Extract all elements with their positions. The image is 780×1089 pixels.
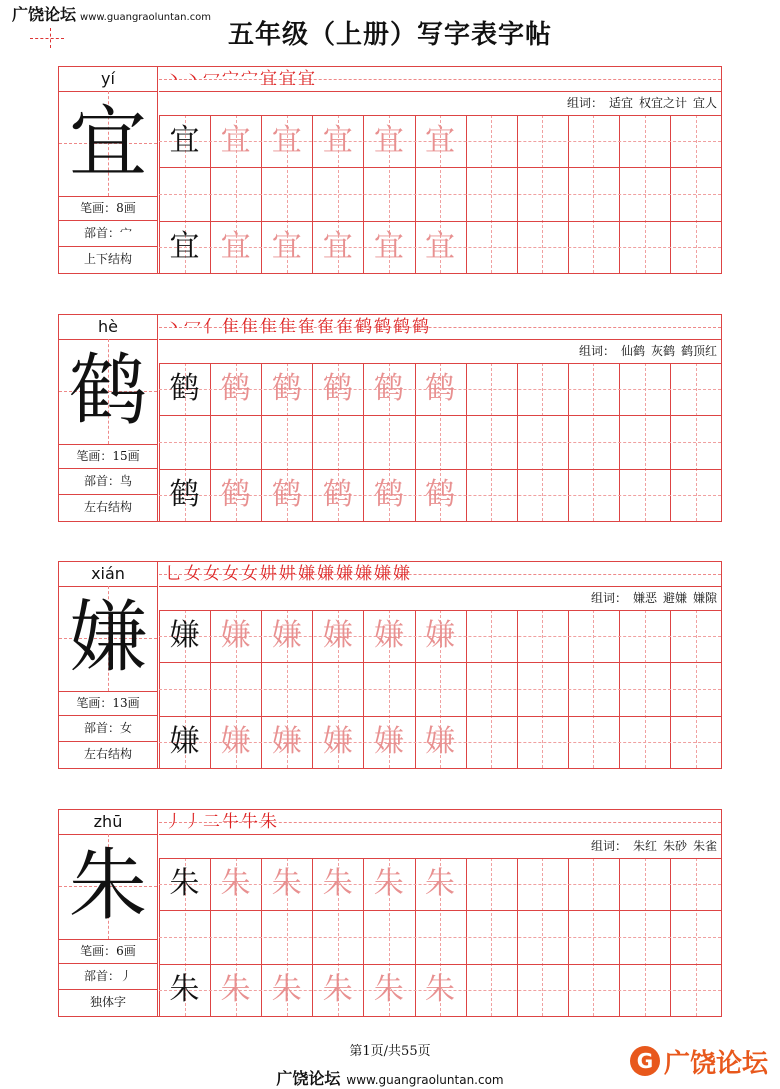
stroke-step: 丶 [184, 69, 201, 89]
stroke-step: 女 [241, 564, 258, 584]
stroke-step: 乚 [165, 564, 182, 584]
stroke-step: 隺 [336, 317, 353, 337]
site-logo [630, 1040, 768, 1082]
trace-character: 嫌 [322, 724, 353, 759]
trace-character: 朱 [322, 866, 353, 901]
model-character: 鹤 [169, 477, 200, 512]
trace-character: 鹤 [322, 477, 353, 512]
structure: 独体字 [89, 995, 126, 1009]
stroke-step: 女 [222, 564, 239, 584]
character-info-column [59, 810, 158, 1016]
page-title: 五年级（上册）写字表字帖 [227, 20, 552, 50]
word-example: 宜人 [692, 96, 717, 110]
word-examples [591, 834, 717, 858]
stroke-step: 隹 [279, 317, 296, 337]
stroke-order-row [159, 315, 721, 340]
stroke-step: 丶 [165, 69, 182, 89]
stroke-step: 鹤 [355, 317, 372, 337]
trace-character: 嫌 [271, 618, 302, 653]
trace-character: 朱 [220, 972, 251, 1007]
pinyin: xián [59, 562, 157, 587]
model-character: 宜 [169, 123, 200, 158]
model-character: 朱 [169, 866, 200, 901]
trace-character: 嫌 [373, 618, 404, 653]
trace-character: 宜 [425, 123, 455, 158]
character-info-column [59, 67, 158, 273]
word-example: 朱红 [632, 839, 657, 853]
brand-url[interactable]: www.guangraoluntan.com [80, 12, 212, 23]
stroke-step: 冖 [203, 69, 220, 89]
stroke-count: 笔画：8画 [59, 196, 157, 221]
words-label: 组词： [590, 839, 627, 853]
stroke-count: 笔画：6画 [59, 939, 157, 964]
word-example: 灰鹤 [650, 344, 675, 358]
stroke-step: 隹 [222, 317, 239, 337]
stroke-step: 二 [203, 812, 220, 832]
word-example: 嫌恶 [632, 591, 657, 605]
word-example: 嫌隙 [692, 591, 717, 605]
stroke-step: 隺 [317, 317, 334, 337]
model-character: 朱 [169, 972, 200, 1007]
character-info-column [59, 562, 158, 768]
stroke-step: 丿 [184, 812, 201, 832]
word-examples [567, 91, 717, 115]
stroke-count: 笔画：15画 [59, 444, 157, 469]
words-label: 组词： [590, 591, 627, 605]
stroke-step: 嫌 [317, 564, 334, 584]
word-example: 避嫌 [662, 591, 687, 605]
character-card [58, 809, 722, 1017]
trace-character: 鹤 [373, 371, 404, 406]
stroke-step: 女 [184, 564, 201, 584]
footer-brand-name: 广饶论坛 [276, 1069, 341, 1088]
structure: 上下结构 [83, 252, 132, 266]
word-example: 鹤顶红 [680, 344, 717, 358]
stroke-step: 宜 [260, 69, 277, 89]
practice-grid [159, 115, 721, 273]
model-character: 宜 [169, 229, 200, 264]
stroke-step: 鹤 [412, 317, 429, 337]
structure: 左右结构 [83, 500, 132, 514]
trace-character: 朱 [271, 866, 302, 901]
radical: 部首：女 [59, 715, 157, 742]
stroke-step: 宜 [298, 69, 315, 89]
radical: 部首：丿 [59, 963, 157, 990]
radical: 部首：鸟 [59, 468, 157, 495]
stroke-sequence [165, 810, 279, 834]
trace-character: 宜 [373, 123, 404, 158]
stroke-step: 隺 [298, 317, 315, 337]
trace-character: 鹤 [220, 477, 251, 512]
trace-character: 宜 [271, 229, 302, 264]
pinyin: hè [59, 315, 157, 340]
word-example: 仙鹤 [620, 344, 645, 358]
word-example: 适宜 [608, 96, 633, 110]
stroke-step: 嫌 [355, 564, 372, 584]
words-label: 组词： [566, 96, 603, 110]
stroke-sequence [165, 562, 412, 586]
trace-character: 嫌 [322, 618, 353, 653]
practice-grid [159, 363, 721, 521]
stroke-step: 隹 [260, 317, 277, 337]
character-card [58, 66, 722, 274]
stroke-step: 妌 [279, 564, 296, 584]
stroke-step: 朱 [260, 812, 277, 832]
character-display [59, 586, 157, 692]
trace-character: 宜 [322, 123, 353, 158]
trace-character: 嫌 [425, 618, 455, 653]
trace-character: 宜 [425, 229, 455, 264]
trace-character: 嫌 [425, 724, 455, 759]
stroke-step: 丶 [165, 317, 182, 337]
word-examples [591, 586, 717, 610]
character-display [59, 91, 157, 197]
big-character: 鹤 [68, 346, 147, 436]
radical: 部首：宀 [59, 220, 157, 247]
trace-character: 嫌 [220, 724, 251, 759]
practice-grid [159, 610, 721, 768]
pinyin: yí [59, 67, 157, 92]
practice-grid [159, 858, 721, 1016]
trace-character: 宜 [220, 229, 251, 264]
footer-url[interactable]: www.guangraoluntan.com [346, 1073, 504, 1087]
model-character: 嫌 [169, 724, 200, 759]
trace-character: 鹤 [220, 371, 251, 406]
trace-character: 宜 [220, 123, 251, 158]
character-display [59, 339, 157, 445]
trace-character: 宜 [322, 229, 353, 264]
trace-character: 鹤 [425, 371, 455, 406]
trace-character: 鹤 [425, 477, 455, 512]
trace-character: 鹤 [373, 477, 404, 512]
stroke-step: 嫌 [393, 564, 410, 584]
stroke-order-row [159, 810, 721, 835]
stroke-step: 宀 [241, 69, 258, 89]
stroke-step: 鹤 [374, 317, 391, 337]
stroke-step: 嫌 [298, 564, 315, 584]
brand-name: 广饶论坛 [12, 5, 77, 24]
big-character: 朱 [68, 841, 147, 931]
model-character: 嫌 [169, 618, 200, 653]
word-examples [579, 339, 717, 363]
stroke-step: 隹 [241, 317, 258, 337]
big-character: 宜 [68, 98, 147, 188]
stroke-step: 牛 [241, 812, 258, 832]
character-display [59, 834, 157, 940]
stroke-sequence [165, 67, 317, 91]
big-character: 嫌 [68, 593, 147, 683]
word-example: 朱砂 [662, 839, 687, 853]
trace-character: 朱 [373, 972, 404, 1007]
trace-character: 朱 [322, 972, 353, 1007]
stroke-step: 女 [203, 564, 220, 584]
structure: 左右结构 [83, 747, 132, 761]
logo-icon: G [630, 1046, 660, 1076]
trace-character: 嫌 [373, 724, 404, 759]
words-label: 组词： [578, 344, 615, 358]
word-example: 权宜之计 [638, 96, 687, 110]
trace-character: 嫌 [220, 618, 251, 653]
character-card [58, 561, 722, 769]
stroke-order-row [159, 562, 721, 587]
stroke-step: 亻 [203, 317, 220, 337]
stroke-count: 笔画：13画 [59, 691, 157, 716]
stroke-step: 宜 [279, 69, 296, 89]
trace-character: 朱 [425, 866, 455, 901]
trace-character: 鹤 [271, 477, 302, 512]
character-card [58, 314, 722, 522]
trace-character: 宜 [373, 229, 404, 264]
stroke-step: 鹤 [393, 317, 410, 337]
trace-character: 嫌 [271, 724, 302, 759]
pinyin: zhū [59, 810, 157, 835]
stroke-order-row [159, 67, 721, 92]
trace-character: 朱 [373, 866, 404, 901]
model-character: 鹤 [169, 371, 200, 406]
stroke-step: 冖 [184, 317, 201, 337]
trace-character: 宜 [271, 123, 302, 158]
word-example: 朱雀 [692, 839, 717, 853]
stroke-step: 嫌 [336, 564, 353, 584]
page-number: 第1页/共55页 [349, 1044, 431, 1059]
stroke-step: 嫌 [374, 564, 391, 584]
stroke-step: 丿 [165, 812, 182, 832]
character-info-column [59, 315, 158, 521]
trace-character: 朱 [425, 972, 455, 1007]
stroke-sequence [165, 315, 431, 339]
stroke-step: 妌 [260, 564, 277, 584]
trace-character: 鹤 [322, 371, 353, 406]
trace-character: 鹤 [271, 371, 302, 406]
stroke-step: 宀 [222, 69, 239, 89]
logo-text: 广饶论坛 [663, 1048, 768, 1079]
trace-character: 朱 [271, 972, 302, 1007]
stroke-step: 牛 [222, 812, 239, 832]
trace-character: 朱 [220, 866, 251, 901]
